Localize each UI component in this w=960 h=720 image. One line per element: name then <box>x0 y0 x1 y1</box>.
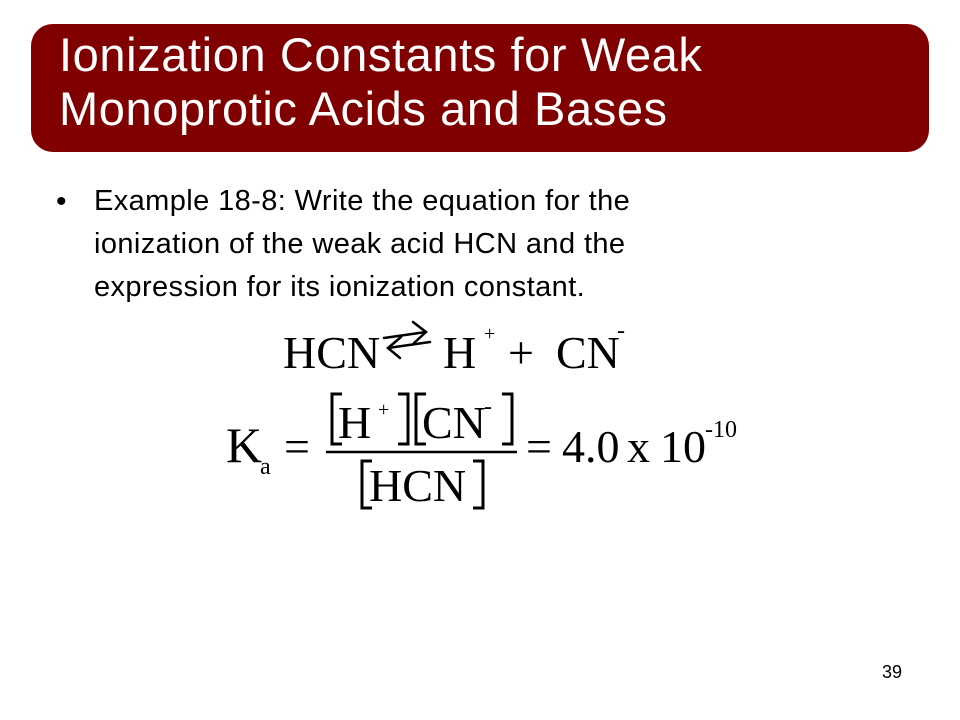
slide-title-line-1: Ionization Constants for Weak <box>59 28 703 81</box>
bullet-text-line-3: expression for its ionization constant. <box>94 271 586 303</box>
bullet-text-line-2: ionization of the weak acid HCN and the <box>94 228 626 260</box>
eq2-equals-2: = <box>526 421 552 472</box>
numerator-h-charge: + <box>378 399 390 421</box>
eq1-product-h: H <box>443 327 477 378</box>
ka-base: 10 <box>660 421 706 472</box>
numerator-h: H <box>338 397 372 448</box>
slide-number: 39 <box>881 662 902 682</box>
ka-exponent: -10 <box>705 417 737 443</box>
equilibrium-arrows-icon <box>384 322 430 358</box>
eq1-product-cn: CN <box>556 327 620 378</box>
eq2-equals: = <box>284 421 310 472</box>
numerator-cn: CN <box>422 397 486 448</box>
bullet-text-line-1: Example 18-8: Write the equation for the <box>94 185 631 217</box>
eq1-cn-charge: - <box>617 318 625 344</box>
ka-symbol: K <box>226 417 263 473</box>
eq1-h-charge: + <box>484 323 496 345</box>
slide-title-line-2: Monoprotic Acids and Bases <box>59 82 668 135</box>
bullet-marker: • <box>56 185 67 218</box>
ka-value-mantissa: 4.0 <box>562 421 620 472</box>
denominator-hcn: HCN <box>369 460 467 511</box>
eq1-plus: + <box>508 327 534 378</box>
ka-times: x <box>627 421 650 472</box>
ka-subscript: a <box>260 454 271 480</box>
eq1-reactant: HCN <box>283 327 381 378</box>
numerator-cn-charge: - <box>484 394 492 420</box>
